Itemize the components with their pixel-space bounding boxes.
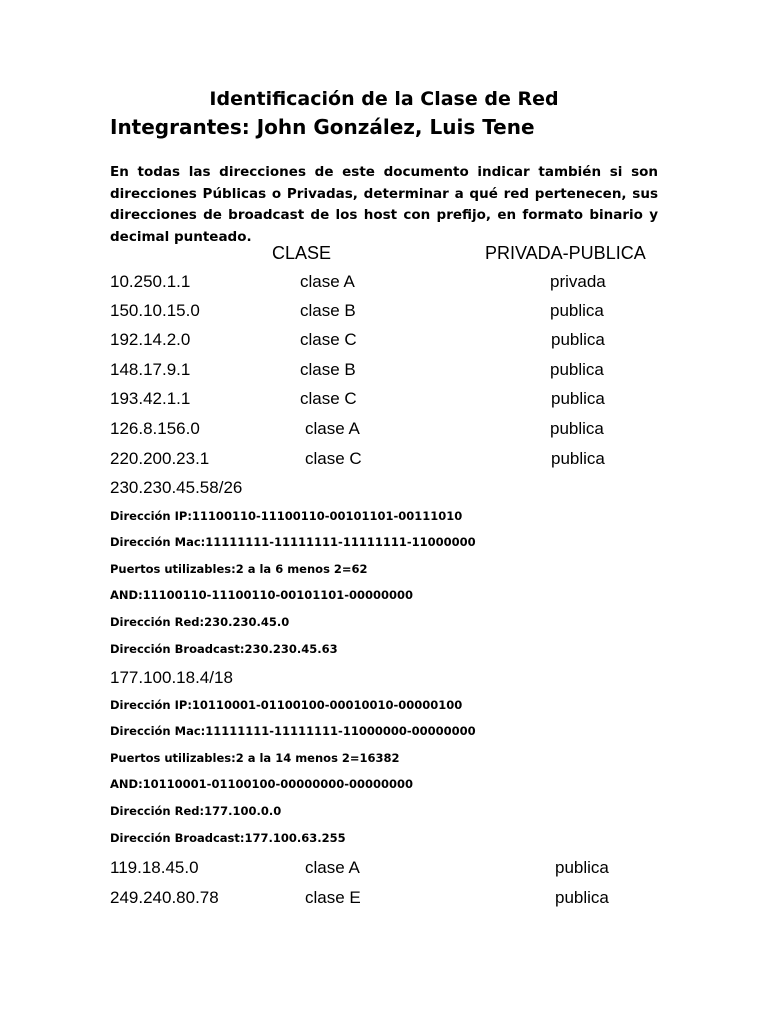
type-cell: publica [551,330,605,349]
class-cell: clase B [300,301,356,320]
ip-cell: 193.42.1.1 [110,389,191,408]
type-cell: publica [550,419,604,438]
detail-line: Dirección IP:11100110-11100110-00101101-00111010 [110,509,463,523]
ip-cell: 150.10.15.0 [110,301,200,320]
class-cell: clase C [300,330,357,349]
ip-cell: 10.250.1.1 [110,272,191,291]
table-row [0,449,768,478]
detail-line: Dirección Broadcast:177.100.63.255 [110,831,346,845]
table-row [0,858,768,887]
detail-line: AND:10110001-01100100-00000000-00000000 [110,777,414,791]
table-row [0,272,768,301]
class-cell: clase A [300,272,355,291]
table-row [0,888,768,917]
type-cell: publica [551,449,605,468]
type-cell: publica [550,301,604,320]
subnet-address: 177.100.18.4/18 [110,668,233,687]
type-cell: privada [550,272,606,291]
class-cell: clase E [305,888,361,907]
ip-cell: 148.17.9.1 [110,360,191,379]
header-privada-publica: PRIVADA-PUBLICA [485,243,646,263]
table-row [0,419,768,448]
type-cell: publica [550,360,604,379]
detail-line: Puertos utilizables:2 a la 6 menos 2=62 [110,562,368,576]
detail-line: Dirección Mac:11111111-11111111-11111111-11000000 [110,535,476,549]
detail-line: Dirección Red:177.100.0.0 [110,804,282,818]
type-cell: publica [555,888,609,907]
header-clase: CLASE [272,243,332,263]
detail-line: AND:11100110-11100110-00101101-00000000 [110,588,414,602]
ip-cell: 126.8.156.0 [110,419,200,438]
table-row [0,301,768,330]
class-cell: clase C [300,389,357,408]
ip-cell: 192.14.2.0 [110,330,191,349]
ip-cell: 119.18.45.0 [110,858,199,877]
class-cell: clase A [305,858,360,877]
document-title: Identificación de la Clase de Red [209,88,559,110]
members-line: Integrantes: John González, Luis Tene [110,115,535,139]
table-row [0,389,768,418]
type-cell: publica [555,858,609,877]
class-cell: clase A [305,419,360,438]
detail-line: Puertos utilizables:2 a la 14 menos 2=16382 [110,751,400,765]
detail-line: Dirección IP:10110001-01100100-00010010-00000100 [110,698,463,712]
type-cell: publica [551,389,605,408]
instructions-paragraph: En todas las direcciones de este documento indicar también si son direcciones Públicas o Privadas, determinar a qué red pertenecen, sus direcciones de broadcast de los host con prefijo, en formato binario y decimal punteado. [110,164,658,245]
class-cell: clase B [300,360,356,379]
table-row [0,330,768,359]
class-cell: clase C [305,449,362,468]
detail-line: Dirección Red:230.230.45.0 [110,615,290,629]
ip-cell: 220.200.23.1 [110,449,210,468]
detail-line: Dirección Broadcast:230.230.45.63 [110,642,338,656]
table-row [0,360,768,389]
subnet-address: 230.230.45.58/26 [110,478,243,497]
ip-cell: 249.240.80.78 [110,888,219,907]
detail-line: Dirección Mac:11111111-11111111-11000000-00000000 [110,724,476,738]
